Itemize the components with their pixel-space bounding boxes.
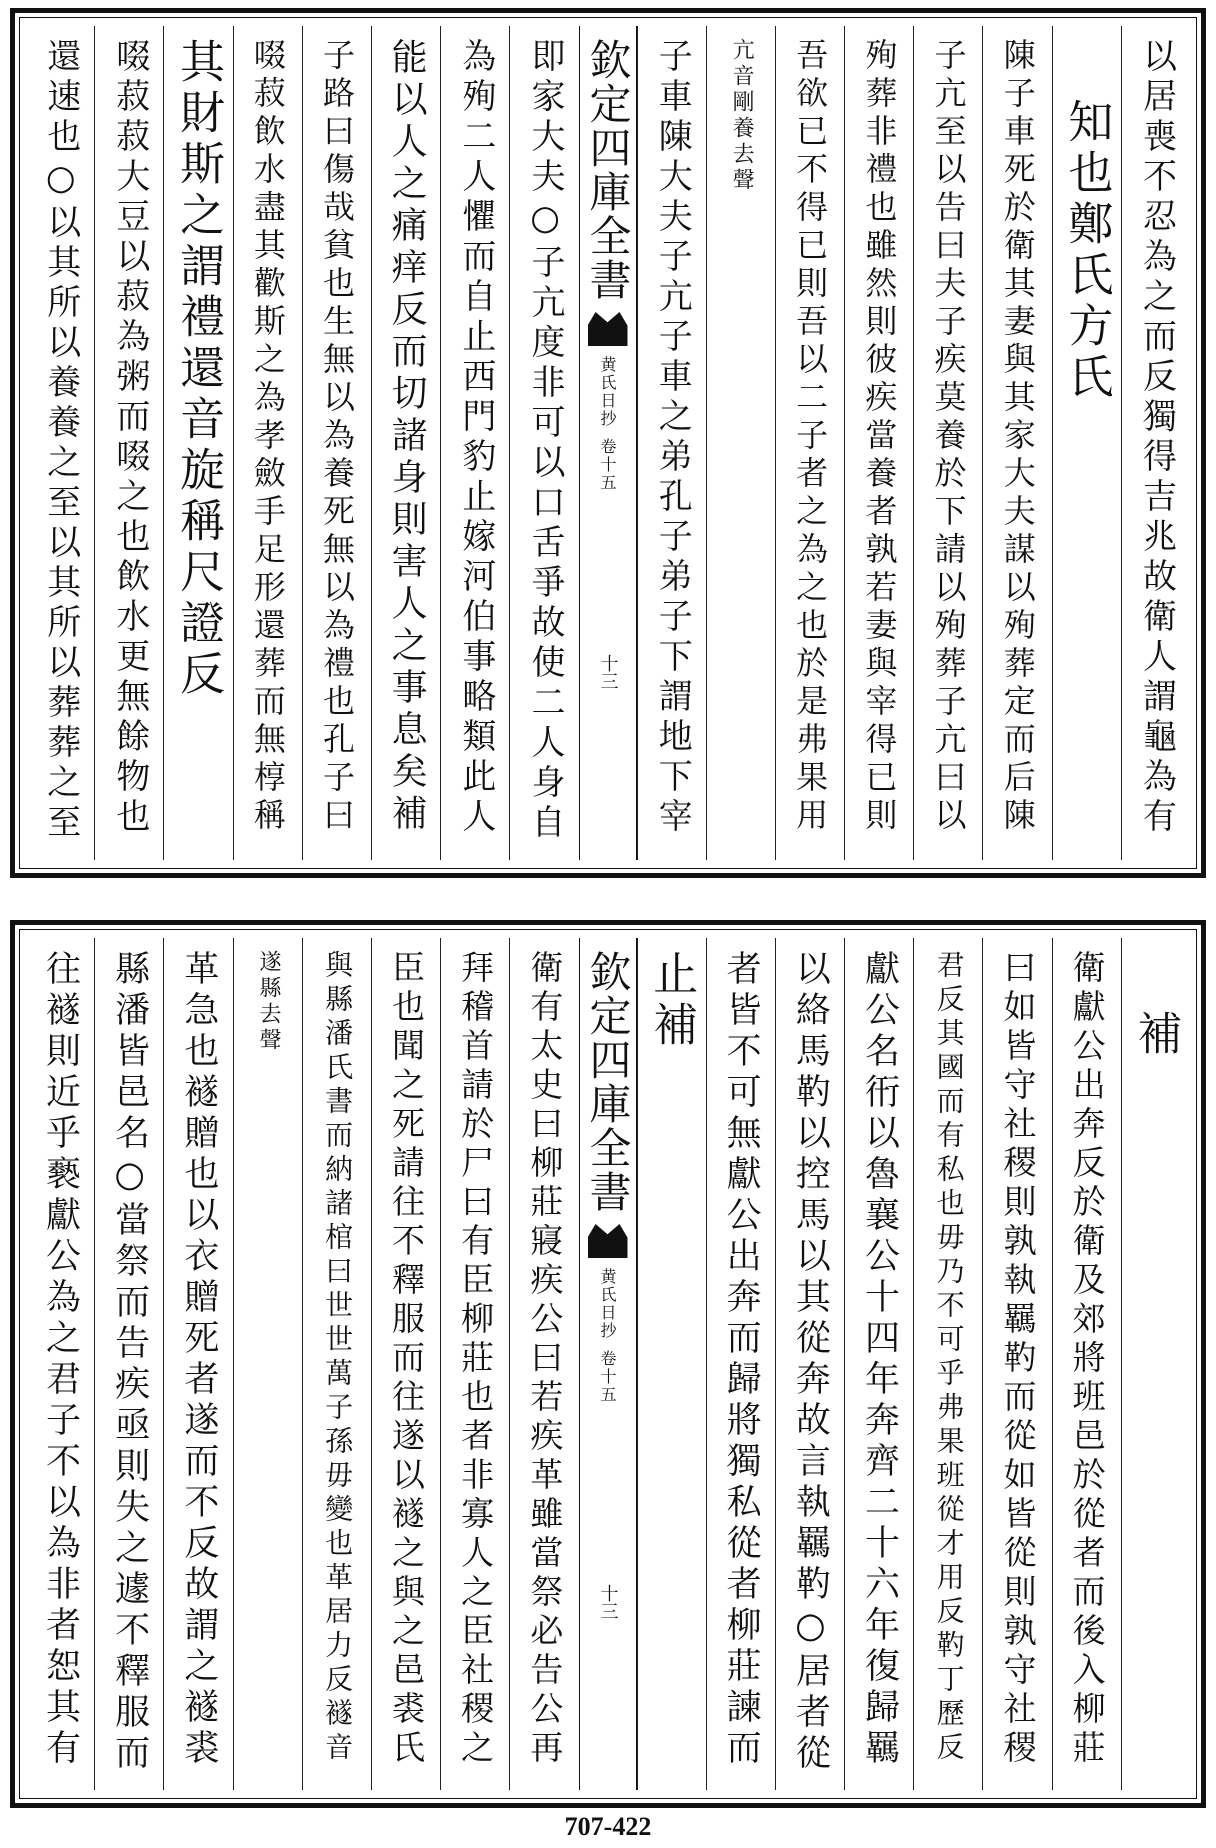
text-column: 補 xyxy=(1121,938,1190,1790)
upper-page-columns xyxy=(26,26,1190,860)
text-column: 陳子車死於衛其妻與其家大夫謀以殉葬定而后陳 xyxy=(982,26,1051,860)
text-column: 其財斯之謂禮還音旋稱尺證反 xyxy=(163,26,232,860)
annotation-column: 亢音剛養去聲 xyxy=(706,26,775,860)
upper-page-frame xyxy=(19,17,1197,869)
center-fold xyxy=(579,938,637,1790)
center-folio: 十三 xyxy=(597,1584,619,1620)
fishtail-mark-icon xyxy=(588,312,628,346)
lower-page xyxy=(10,920,1206,1808)
text-column: 即家大夫○子亢度非可以口舌爭故使二人身自 xyxy=(509,26,578,860)
fishtail-mark-icon xyxy=(588,1224,628,1258)
text-column: 啜菽飲水盡其歡斯之為孝斂手足形還葬而無椁稱 xyxy=(233,26,302,860)
text-column: 殉葬非禮也雖然則彼疾當養者孰若妻與宰得已則 xyxy=(844,26,913,860)
text-column: 止補 xyxy=(637,938,706,1790)
page-code: 707-422 xyxy=(564,1812,652,1841)
text-column: 知也鄭氏方氏 xyxy=(1052,26,1121,860)
text-column: 拜稽首請於尸曰有臣柳莊也者非寡人之臣社稷之 xyxy=(440,938,509,1790)
center-title: 欽定四庫全書 xyxy=(583,950,633,1214)
lower-page-columns xyxy=(26,938,1190,1790)
text-column: 獻公名衎以魯襄公十四年奔齊二十六年復歸羈 xyxy=(844,938,913,1790)
upper-page xyxy=(10,8,1206,878)
text-column: 以絡馬靮以控馬以其從奔故言執羈靮○居者從 xyxy=(775,938,844,1790)
annotation-column: 遂縣去聲 xyxy=(233,938,302,1790)
center-fold xyxy=(579,26,637,860)
text-column: 為殉二人懼而自止西門豹止嫁河伯事略類此人 xyxy=(440,26,509,860)
text-column: 子亢至以告曰夫子疾莫養於下請以殉葬子亢曰以 xyxy=(913,26,982,860)
center-source: 黄氏日抄 xyxy=(598,1268,617,1340)
text-column: 吾欲已不得已則吾以二子者之為之也於是弗果用 xyxy=(775,26,844,860)
center-title: 欽定四庫全書 xyxy=(583,38,633,302)
text-column: 以居喪不忍為之而反獨得吉兆故衛人謂龜為有 xyxy=(1121,26,1190,860)
text-column: 往襚則近乎褻獻公為之君子不以為非者恕其有 xyxy=(40,950,81,1770)
text-column: 能以人之痛痒反而切諸身則害人之事息矣補 xyxy=(371,26,440,860)
text-column: 衛獻公出奔反於衛及郊將班邑於從者而後入柳莊 xyxy=(1052,938,1121,1790)
text-column: 臣也聞之死請往不釋服而往遂以襚之與之邑裘氏 xyxy=(371,938,440,1790)
text-column: 革急也襚贈也以衣贈死者遂而不反故謂之襚裘 xyxy=(163,938,232,1790)
text-column: 子車陳大夫子亢子車之弟孔子弟子下謂地下宰 xyxy=(637,26,706,860)
text-column: 縣潘皆邑名○當祭而告疾亟則失之遽不釋服而 xyxy=(94,938,163,1790)
center-volume: 卷十五 xyxy=(598,438,617,492)
lower-page-frame xyxy=(19,929,1197,1799)
center-volume: 卷十五 xyxy=(598,1350,617,1404)
text-column: 子路曰傷哉貧也生無以為養死無以為禮也孔子曰 xyxy=(302,26,371,860)
center-folio: 十三 xyxy=(597,654,619,690)
text-column: 還速也○以其所以養養之至以其所以葬葬之至 xyxy=(40,38,81,844)
text-column: 啜菽菽大豆以菽為粥而啜之也飲水更無餘物也 xyxy=(94,26,163,860)
center-source: 黄氏日抄 xyxy=(598,356,617,428)
text-column: 衛有太史曰柳莊寢疾公曰若疾革雖當祭必告公再 xyxy=(509,938,578,1790)
text-column: 者皆不可無獻公出奔而歸將獨私從者柳莊諫而 xyxy=(706,938,775,1790)
text-column: 曰如皆守社稷則孰執羈靮而從如皆從則孰守社稷 xyxy=(982,938,1051,1790)
text-column: 君反其國而有私也毋乃不可乎弗果班從才用反靮丁歷反 xyxy=(913,938,982,1790)
text-column: 與縣潘氏書而納諸棺曰世世萬子孫毋變也革居力反襚音 xyxy=(302,938,371,1790)
